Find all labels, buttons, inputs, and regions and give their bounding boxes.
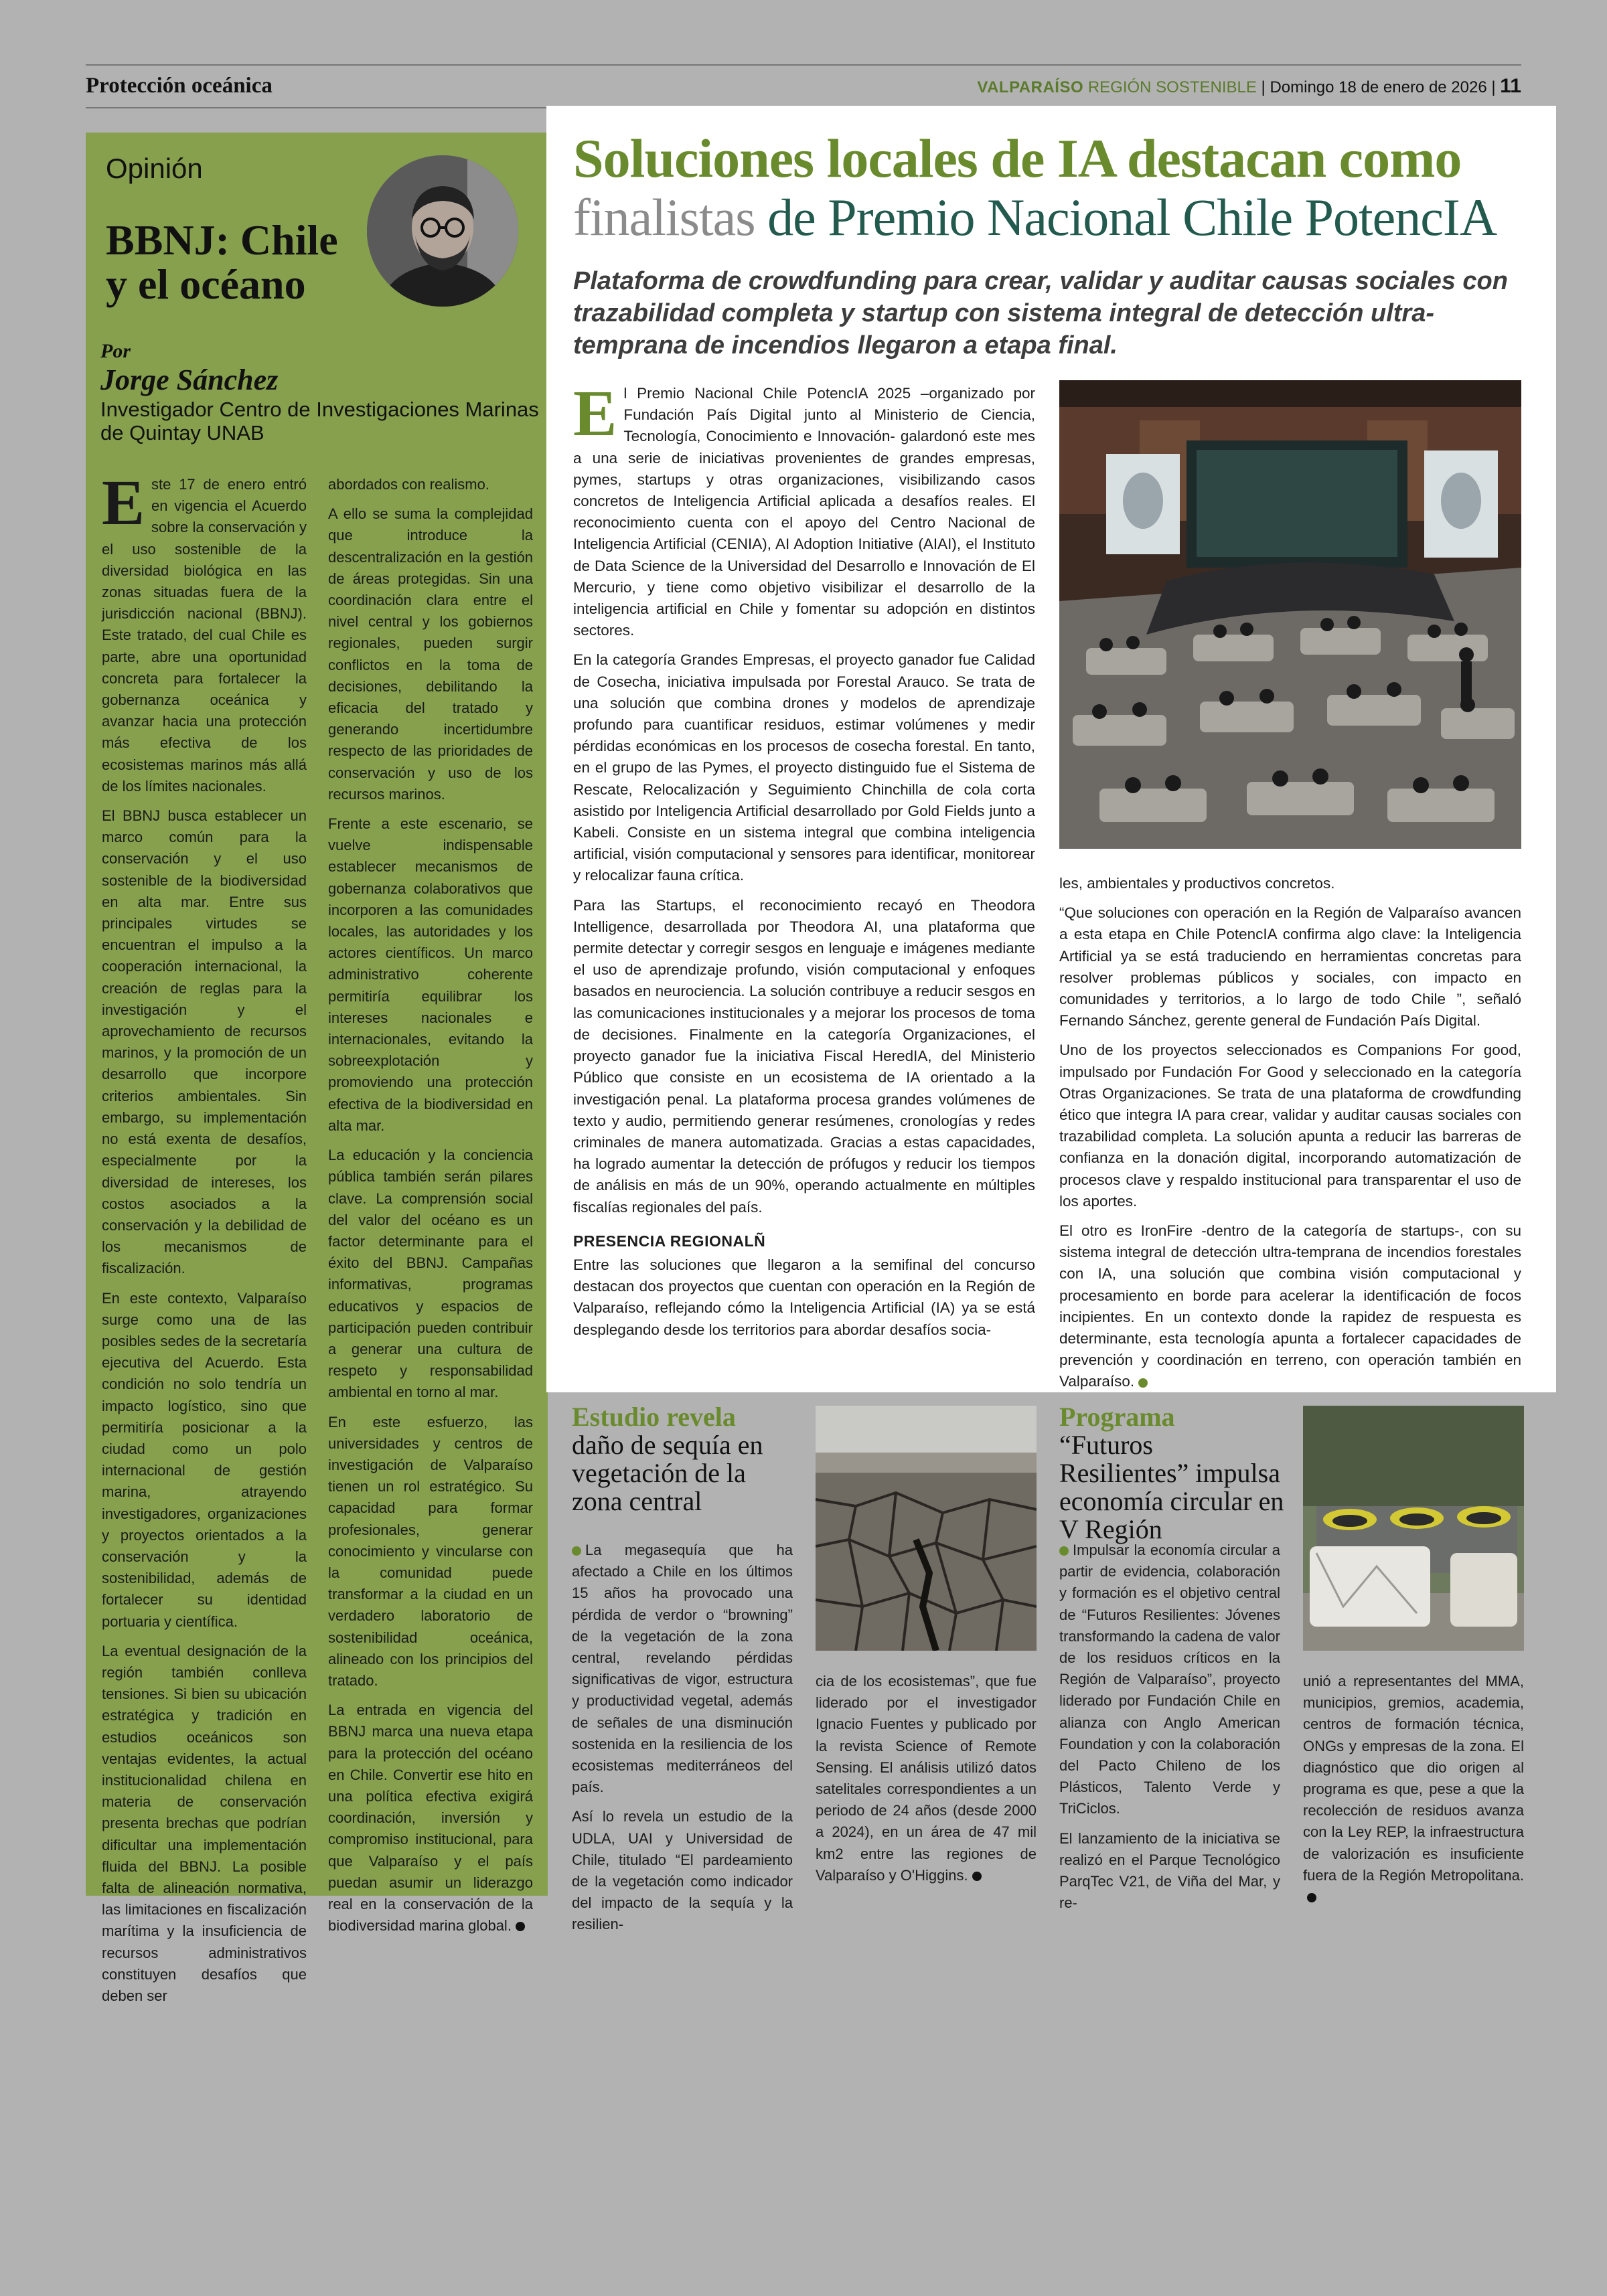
end-mark-icon	[1307, 1893, 1316, 1902]
article-paragraph: El otro es IronFire -dentro de la categoría de startups-, con su sistema integral de detección ultra-temprana de incendios forestales con IA, una solución que combina visión computacional y procesamiento en borde para acelerar la identificación de focos incipientes. En un contexto donde la rapidez de respuesta es determinante, esta tecnología apunta a fortalecer capacidades de prevención y coordinación en terreno, con operación también en Valparaíso.	[1059, 1222, 1521, 1390]
article-headline-line2	[573, 187, 1497, 248]
program-kicker: Programa	[1059, 1402, 1175, 1432]
author-name: Jorge Sánchez	[100, 363, 279, 396]
bullet-icon	[1059, 1546, 1069, 1556]
opinion-title: BBNJ: Chile y el océano	[106, 216, 338, 308]
bullet-icon	[572, 1546, 581, 1556]
section-label: Protección oceánica	[86, 74, 273, 98]
byline-prefix: Por	[100, 340, 131, 362]
event-photo	[1059, 380, 1521, 849]
end-mark-icon	[1138, 1378, 1148, 1388]
drought-paragraph: La megasequía que ha afectado a Chile en los últimos 15 años ha provocado una pérdida de verdor o “browning” de la vegetación de la zona central, revelando pérdidas significativas de vigor, estructura y productividad vegetal, además de señales de una disminución sostenida en la resiliencia de los ecosistemas mediterráneos del país.	[572, 1542, 793, 1796]
recycling-bags-photo-icon	[1303, 1406, 1524, 1651]
drought-headline	[572, 1403, 793, 1515]
drought-paragraph: Así lo revela un estudio de la UDLA, UAI y Universidad de Chile, titulado “El pardeamiento de la vegetación como indicador del impacto de la sequía y la resilien-	[572, 1808, 793, 1933]
program-photo	[1303, 1406, 1524, 1651]
opinion-paragraph: En este esfuerzo, las universidades y centros de investigación de Valparaíso tienen un rol estratégico. Su capacidad para formar profesionales, generar conocimiento y vincularse con la comunidad puede transformar a la ciudad en un verdadero laboratorio de sostenibilidad oceánica, alineado con los principios del tratado.	[328, 1413, 533, 1689]
program-column-1	[1059, 1540, 1280, 1922]
opinion-column-2	[328, 474, 533, 1945]
opinion-paragraph: ste 17 de enero entró en vigencia el Acuerdo sobre la conservación y el uso sostenible de la diversidad biológica en las zonas situadas fuera de la jurisdicción nacional (BBNJ). Este tratado, del cual Chile es parte, abre una oportunidad concreta para fortalecer la gobernanza oceánica y avanzar hacia una protección más efectiva de los ecosistemas marinos más allá de los límites nacionales.	[102, 476, 307, 795]
opinion-column-1	[102, 467, 307, 2015]
opinion-paragraph: La educación y la conciencia pública también serán pilares clave. La comprensión social del valor del océano es un factor determinante para el éxito del BBNJ. Campañas informativas, programas educativos y espacios de participación pueden contribuir a generar una cultura de respeto y responsabilidad ambiental en torno al mar.	[328, 1147, 533, 1401]
drought-paragraph: cia de los ecosistemas”, que fue liderado por el investigador Ignacio Fuentes y publicado por la revista Science of Remote Sensing. El análisis utilizó datos satelitales correspondientes a un periodo de 24 años (desde 2000 a 2024), en un área de 47 mil km2 entre las regiones de Valparaíso y O'Higgins.	[816, 1673, 1037, 1884]
headline-rest: de Premio Nacional Chile PotencIA	[767, 188, 1497, 246]
page-number: 11	[1500, 75, 1521, 97]
header-rule-top	[86, 64, 1521, 66]
article-paragraph: En la categoría Grandes Empresas, el proyecto ganador fue Calidad de Cosecha, iniciativa impulsada por Forestal Arauco. Se trata de una solución que combina drones y modelos de aprendizaje profundo para cuantificar residuos, estimar volúmenes y medir pérdidas económicas en los procesos de cosecha forestal. En tanto, en el grupo de las Pymes, el proyecto distinguido fue el Sistema de Rescate, Relocalización y Seguimiento Chinchilla de cola corta asistido por Inteligencia Artificial desarrollado por Gold Fields junto a Kabeli. Consiste en un sistema integral que combina inteligencia artificial, visión computacional y sensores para identificar, monitorear y relocalizar fauna crítica.	[573, 651, 1035, 884]
opinion-paragraph: Frente a este escenario, se vuelve indispensable establecer mecanismos de gobernanza colaborativos que incorporen a las comunidades locales, las autoridades y los actores científicos. Un marco administrativo coherente permitiría equilibrar los intereses nacionales e internacionales, evitando la sobreexplotación y promoviendo una protección efectiva de la biodiversidad en alta mar.	[328, 815, 533, 1134]
cracked-earth-photo-icon	[816, 1406, 1037, 1651]
drought-kicker: Estudio revela	[572, 1402, 736, 1432]
program-paragraph: El lanzamiento de la iniciativa se realizó en el Parque Tecnológico ParqTec V21, de Viña del Mar, y re-	[1059, 1829, 1280, 1912]
drought-photo	[816, 1406, 1037, 1651]
program-column-2	[1303, 1671, 1524, 1916]
opinion-paragraph: En este contexto, Valparaíso surge como una de las posibles sedes de la secretaría ejecutiva del Acuerdo. Esta condición no solo tendría un impacto logístico, sino que permitiría posicionar a la ciudad como un polo internacional de gestión marina, atrayendo investigadores, organizaciones y proyectos orientados a la conservación y la sostenibilidad, además de fortalecer su identidad portuaria y científica.	[102, 1289, 307, 1630]
article-headline-line1: Soluciones locales de IA destacan como	[573, 128, 1462, 189]
opinion-panel	[86, 133, 548, 2005]
opinion-paragraph: A ello se suma la complejidad que introduce la descentralización en la gestión de áreas protegidas. Sin una coordinación clara entre el nivel central y los gobiernos regionales, pueden surgir conflictos en la toma de decisiones, debilitando la eficacia del tratado y generando incertidumbre respecto de las prioridades de conservación y uso de los recursos marinos.	[328, 505, 533, 803]
program-title: “Futuros Resilientes” impulsa economía circular en V Región	[1059, 1430, 1284, 1544]
program-paragraph: Impulsar la economía circular a partir de evidencia, colaboración y formación es el objetivo central de “Futuros Resilientes: Jóvenes transformando la cadena de valor de los residuos críticos en la Región de Valparaíso”, proyecto liderado por Fundación Chile en alianza con Anglo American Foundation y con la colaboración del Pacto Chileno de los Plásticos, Talento Verde y TriCiclos.	[1059, 1542, 1280, 1817]
brand-subtitle: REGIÓN SOSTENIBLE	[1087, 78, 1257, 96]
opinion-dropcap: E	[102, 467, 145, 538]
article-paragraph: Para las Startups, el reconocimiento recayó en Theodora Intelligence, desarrollada por Theodora AI, una plataforma que permite detectar y corregir sesgos en lenguaje e imágenes mediante el uso de aprendizaje profundo, visión computacional y enfoques basados en neurociencia. La solución contribuye a reducir sesgos en las comunicaciones institucionales y a mejorar los procesos de toma de decisiones. Finalmente en la categoría Organizaciones, el proyecto ganador fue la iniciativa Fiscal HeredIA, del Ministerio Público que consiste en un ecosistema de IA orientado a la investigación penal. La plataforma procesa grandes volúmenes de texto y audio, permitiendo generar resúmenes, cronologías y redes criminales de manera automatizada. Gracias a estas capacidades, ha logrado aumentar la detección de prófugos y reducir los tiempos de análisis en más de un 90%, operando actualmente en múltiples fiscalías regionales del país.	[573, 896, 1035, 1216]
opinion-paragraph: El BBNJ busca establecer un marco común para la conservación y el uso sostenible de la biodiversidad en alta mar. Entre sus principales virtudes se encuentran el impulso a la cooperación internacional, la creación de reglas para la investigación y el aprovechamiento de recursos marinos, y la promoción de un desarrollo que incorpore criterios ambientales. Sin embargo, su implementación no está exenta de desafíos, especialmente por la diversidad de intereses, los costos asociados a la conservación y la debilidad de los mecanismos de fiscalización.	[102, 807, 307, 1277]
folio: VALPARAÍSO REGIÓN SOSTENIBLE | Domingo 18 de enero de 2026 | 11	[977, 75, 1521, 97]
author-portrait-icon	[367, 155, 518, 307]
article-paragraph: Uno de los proyectos seleccionados es Companions For good, impulsado por Fundación For Good y seleccionado en la categoría Otras Organizaciones. Se trata de una plataforma de crowdfunding ético que integra IA para crear, validar y auditar causas sociales con trazabilidad completa. La solución apunta a reducir las barreras de confianza en la donación digital, incorporando automatización de procesos clave y respaldo institucional para transparentar el uso de los aportes.	[1059, 1042, 1521, 1210]
opinion-kicker: Opinión	[106, 153, 203, 184]
opinion-paragraph: La eventual designación de la región también conlleva tensiones. Si bien su ubicación estratégica y tradición en estudios oceánicos son ventajas evidentes, la actual institucionalidad chilena en materia de conservación presenta brechas que podrían dificultar una implementación fluida del BBNJ. La posible falta de alineación normativa, las limitaciones en fiscalización marítima y la insuficiencia de recursos administrativos constituyen desafíos que deben ser	[102, 1642, 307, 2005]
end-mark-icon	[516, 1922, 525, 1931]
headline-light-word: finalistas	[573, 188, 755, 246]
author-role: Investigador Centro de Investigaciones Marinas de Quintay UNAB	[100, 398, 539, 444]
article-paragraph: l Premio Nacional Chile PotencIA 2025 –organizado por Fundación País Digital junto al Ministerio de Ciencia, Tecnología, Conocimiento e Innovación- galardonó este mes a una serie de iniciativas provenientes de grandes empresas, pymes, startups y otras organizaciones, visibilizando casos concretos de Inteligencia Artificial aplicada a desafíos reales. El reconocimiento cuenta con el apoyo del Centro Nacional de Inteligencia Artificial (CENIA), AI Adoption Initiative (AIAI), el Instituto de Data Science de la Universidad del Desarrollo e Innovación de El Mercurio, y tiene como objetivo visibilizar el desarrollo de la inteligencia artificial en Chile y fomentar su adopción en distintos sectores.	[573, 385, 1035, 639]
program-paragraph: unió a representantes del MMA, municipios, gremios, academia, centros de formación técnica, ONGs y empresas de la zona. El diagnóstico que dio origen al programa es que, pese a que la recolección de residuos avanza con la Ley REP, la infraestructura de valorización es insuficiente fuera de la Región Metropolitana.	[1303, 1673, 1524, 1884]
article-column-2	[1059, 873, 1521, 1401]
drought-title: daño de sequía en vegetación de la zona central	[572, 1430, 763, 1516]
article-paragraph: les, ambientales y productivos concretos.	[1059, 875, 1335, 892]
article-paragraph: Entre las soluciones que llegaron a la semifinal del concurso destacan dos proyectos que cuentan con operación en la Región de Valparaíso, reflejando cómo la Inteligencia Artificial (IA) ya se está desplegando desde los territorios para abordar desafíos socia-	[573, 1256, 1035, 1338]
conference-hall-photo-icon	[1059, 380, 1521, 849]
end-mark-icon	[972, 1872, 982, 1881]
author-photo	[367, 155, 518, 307]
opinion-paragraph: La entrada en vigencia del BBNJ marca una nueva etapa para la protección del océano en Chile. Convertir ese hito en una política efectiva exigirá coordinación, inversión y compromiso institucional, para que Valparaíso y el país puedan asumir un liderazgo real en la conservación de la biodiversidad marina global.	[328, 1702, 533, 1935]
program-headline	[1059, 1403, 1287, 1544]
article-paragraph: “Que soluciones con operación en la Región de Valparaíso avancen a esta etapa en Chile PotencIA confirma algo clave: la Inteligencia Artificial ya se está traduciendo en herramientas concretas para resolver problemas públicos y sociales, con impacto en comunidades y territorios, a lo largo de todo Chile ”, señaló Fernando Sánchez, gerente general de Fundación País Digital.	[1059, 904, 1521, 1030]
drought-column-1	[572, 1540, 793, 1944]
article-subhead: PRESENCIA REGIONALÑ	[573, 1232, 766, 1250]
article-deck: Plataforma de crowdfunding para crear, validar y auditar causas sociales con trazabilidad completa y startup con sistema integral de detección ultra-temprana de incendios llegaron a etapa final.	[573, 267, 1508, 359]
drought-column-2	[816, 1671, 1037, 1894]
opinion-paragraph: abordados con realismo.	[328, 476, 489, 493]
article-column-1	[573, 378, 1035, 1349]
brand-name: VALPARAÍSO	[977, 78, 1084, 96]
issue-date: Domingo 18 de enero de 2026	[1270, 78, 1487, 96]
article-dropcap: E	[573, 378, 617, 450]
